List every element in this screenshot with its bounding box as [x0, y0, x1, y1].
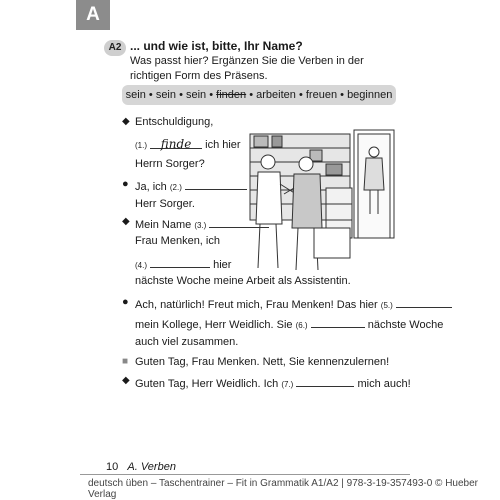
blank-number: (3.): [194, 221, 207, 230]
dialogue-text: mein Kollege, Herr Weidlich. Sie: [135, 319, 293, 331]
answer-blank[interactable]: [311, 316, 365, 328]
square-icon: ■: [122, 356, 129, 367]
separator: •: [209, 89, 214, 101]
separator: •: [298, 89, 303, 101]
word-item: sein: [185, 89, 207, 101]
blank-number: (4.): [135, 261, 147, 270]
dialogue-text: Mein Name: [135, 219, 192, 231]
dialogue-text: hier: [213, 259, 232, 271]
chapter-label: A. Verben: [127, 461, 176, 473]
page-number: 10: [106, 461, 119, 473]
dialogue-line: [135, 316, 443, 331]
word-box: [122, 85, 396, 105]
dialogue-line: Guten Tag, Frau Menken. Nett, Sie kennenzulernen!: [135, 356, 390, 368]
blank-number: (5.): [380, 301, 393, 310]
dialogue-text: ich hier: [205, 139, 241, 151]
answer-blank[interactable]: [150, 137, 202, 149]
dialogue-line: Entschuldigung,: [135, 116, 214, 128]
separator: •: [179, 89, 183, 101]
separator: •: [148, 89, 153, 101]
dialogue-line: [135, 137, 241, 151]
chapter-tab: A: [76, 0, 110, 30]
bullet-icon: ●: [122, 296, 129, 308]
separator: •: [340, 89, 344, 101]
office-illustration: [230, 128, 402, 276]
imprint-line: deutsch üben – Taschentrainer – Fit in Grammatik A1/A2 | 978-3-19-357493-0 © Hueber Verlag: [88, 478, 478, 500]
word-item: beginnen: [347, 89, 393, 101]
word-item: sein: [125, 89, 146, 101]
blank-number: (7.): [281, 380, 294, 389]
dialogue-text: mich auch!: [357, 378, 411, 390]
word-item: arbeiten: [256, 89, 296, 101]
exercise-badge: A2: [104, 40, 126, 56]
answer-blank[interactable]: [150, 256, 210, 268]
page-footer: [106, 461, 176, 473]
footer-divider: [80, 474, 410, 475]
dialogue-text: Guten Tag, Herr Weidlich. Ich: [135, 378, 279, 390]
answer-blank[interactable]: [296, 375, 354, 387]
dialogue-text: nächste Woche: [367, 319, 444, 331]
bullet-icon: ●: [122, 178, 129, 190]
exercise-instruction: Was passt hier? Ergänzen Sie die Verben in der richtigen Form des Präsens.: [130, 55, 364, 82]
exercise-title: ... und wie ist, bitte, Ihr Name?: [130, 39, 303, 53]
sample-answer: finde: [160, 137, 192, 151]
dialogue-text: Ja, ich: [135, 181, 167, 193]
word-item-used: finden: [216, 89, 247, 101]
blank-number: (6.): [295, 321, 308, 330]
dialogue-line: [135, 296, 452, 311]
diamond-icon: ◆: [122, 116, 130, 127]
dialogue-line: Frau Menken, ich: [135, 235, 220, 247]
diamond-icon: ◆: [122, 216, 130, 227]
dialogue-line: [135, 256, 231, 271]
answer-blank[interactable]: [396, 296, 452, 308]
diamond-icon: ◆: [122, 375, 130, 386]
word-item: freuen: [305, 89, 338, 101]
blank-number: (1.): [135, 141, 147, 150]
blank-number: (2.): [169, 183, 182, 192]
separator: •: [249, 89, 254, 101]
dialogue-line: auch viel zusammen.: [135, 336, 239, 348]
word-item: sein: [155, 89, 176, 101]
dialogue-line: Herrn Sorger?: [135, 158, 205, 170]
dialogue-line: [135, 375, 411, 390]
dialogue-line: Herr Sorger.: [135, 198, 195, 210]
dialogue-line: nächste Woche meine Arbeit als Assistentin.: [135, 275, 351, 287]
dialogue-text: Ach, natürlich! Freut mich, Frau Menken! Das hier: [135, 299, 378, 311]
